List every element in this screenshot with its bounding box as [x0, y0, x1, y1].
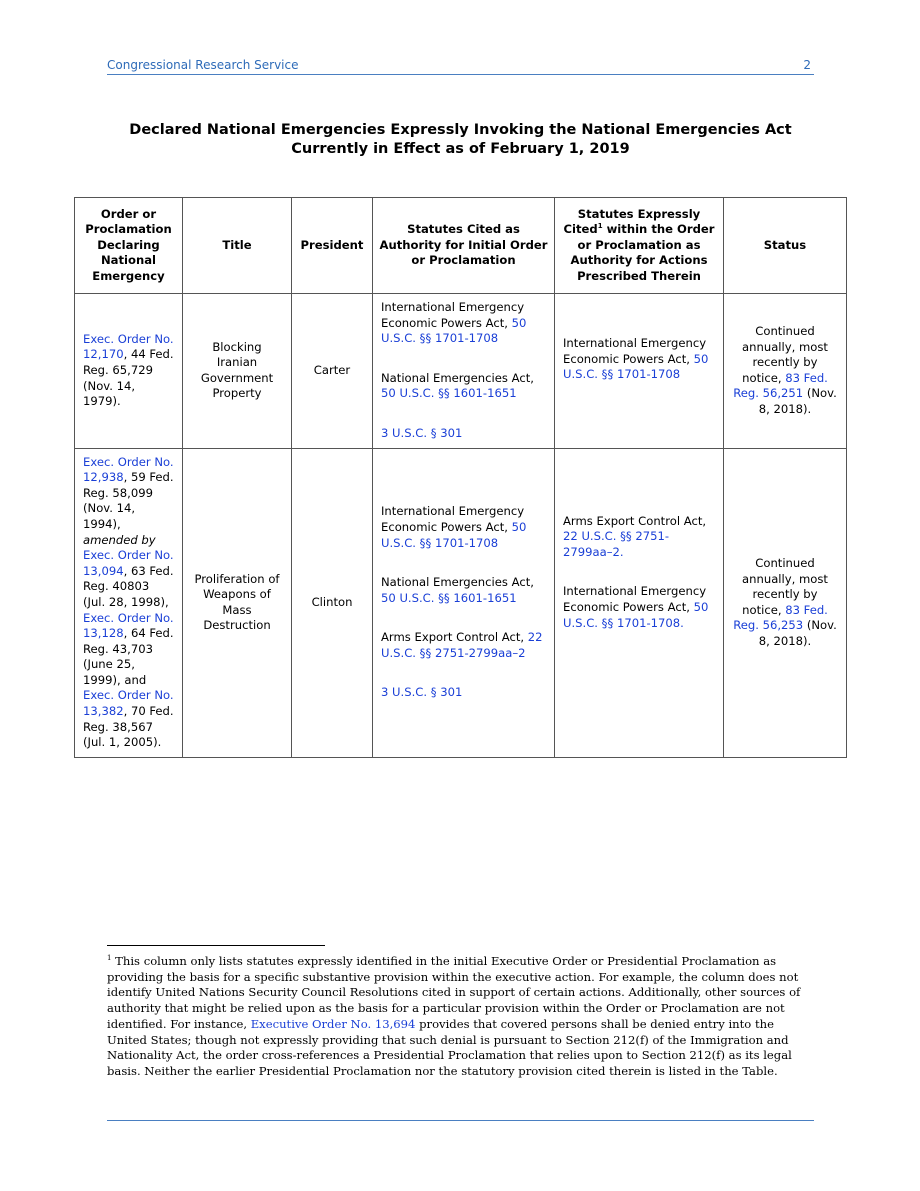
- footer-divider: [107, 1120, 814, 1121]
- footnote: $^1$ This column only lists statutes expressly identified in the initial Executive Order or Presidential Proclamation as providing the basis for a specific substantive provision within the executive action. For example, the column does not identify United Nations Security Council Resolutions cited in support of certain actions. Additionally, other sources of authority that might be relied upon as the basis for a particular provision within the Order or Proclamation are not identified. For instance, Executive Order No. 13,694 provides that covered persons shall be denied entry into the United States; though not expressly providing that such denial is pursuant to Section 212(f) of the Immigration and Nationality Act, the order cross-references a Presidential Proclamation that relies upon to Section 212(f) as its legal basis. Neither the earlier Presidential Proclamation nor the statutory provision cited therein is listed in the Table.: [107, 954, 801, 1078]
- statute-entry: International Emergency Economic Powers Act, 50 U.S.C. §§ 1701-1708: [381, 504, 527, 550]
- statute-entry: National Emergencies Act, 50 U.S.C. §§ 1601-1651: [381, 575, 534, 605]
- statute-link[interactable]: 50 U.S.C. §§ 1601-1651: [381, 590, 517, 605]
- order-link[interactable]: Exec. Order No. 12,938: [83, 454, 174, 485]
- cell-statutes-cited: [373, 448, 555, 757]
- cell-order: Exec. Order No. 12,938, 59 Fed. Reg. 58,099 (Nov. 14, 1994), amended by Exec. Order No. 13,094, 63 Fed. Reg. 40803 (Jul. 28, 1998), Exec. Order No. 13,128, 64 Fed. Reg. 43,703 (June 25, 1999), and Exec. Order No. 13,382, 70 Fed. Reg. 38,567 (Jul. 1, 2005).: [75, 448, 183, 757]
- cell-statutes-cited: [373, 294, 555, 449]
- cell-president: Clinton: [292, 448, 373, 757]
- statute-entry: International Emergency Economic Powers Act, 50 U.S.C. §§ 1701-1708: [381, 300, 527, 346]
- order-link[interactable]: Exec. Order No. 13,128: [83, 610, 174, 641]
- header-president: President: [292, 198, 373, 294]
- header-order: Order or Proclamation Declaring National Emergency: [75, 198, 183, 294]
- status-link[interactable]: 83 Fed. Reg. 56,251: [733, 370, 828, 401]
- statute-link[interactable]: 3 U.S.C. § 301: [381, 685, 463, 700]
- header-statutes-expressly: Statutes Expressly Cited$^1$ within the Order or Proclamation as Authority for Actions Prescribed Therein: [555, 198, 724, 294]
- table-title: [107, 121, 814, 159]
- order-link[interactable]: Exec. Order No. 13,382: [83, 688, 174, 719]
- header-source: Congressional Research Service: [107, 58, 299, 72]
- cell-order: Exec. Order No. 12,170, 44 Fed. Reg. 65,729 (Nov. 14, 1979).: [75, 294, 183, 449]
- statute-entry: [381, 426, 546, 442]
- statute-entry: National Emergencies Act, 50 U.S.C. §§ 1601-1651: [381, 370, 534, 401]
- table-row: [75, 448, 847, 757]
- cell-title: Blocking Iranian Government Property: [183, 294, 292, 449]
- statute-link[interactable]: 3 U.S.C. § 301: [381, 425, 463, 440]
- statute-link[interactable]: 50 U.S.C. §§ 1701-1708: [563, 351, 709, 382]
- statute-entry: International Emergency Economic Powers Act, 50 U.S.C. §§ 1701-1708.: [563, 584, 709, 630]
- cell-statutes-expressly: [555, 448, 724, 757]
- statute-entry: International Emergency Economic Powers Act, 50 U.S.C. §§ 1701-1708: [563, 336, 709, 382]
- cell-president: Carter: [292, 294, 373, 449]
- title-line-1: Declared National Emergencies Expressly Invoking the National Emergencies Act: [129, 122, 792, 138]
- statute-entry: Arms Export Control Act, 22 U.S.C. §§ 2751-2799aa–2: [381, 630, 543, 660]
- footnote-ref[interactable]: 1: [597, 222, 603, 231]
- footnote-number: 1: [107, 954, 112, 963]
- order-link[interactable]: Exec. Order No. 13,094: [83, 548, 174, 578]
- statute-entry: Arms Export Control Act, 22 U.S.C. §§ 2751-2799aa–2.: [563, 513, 707, 559]
- statute-link[interactable]: 50 U.S.C. §§ 1601-1651: [381, 386, 517, 401]
- page-number: 2: [803, 58, 811, 72]
- order-link[interactable]: Exec. Order No. 12,170: [83, 331, 174, 362]
- status-link[interactable]: 83 Fed. Reg. 56,253: [733, 602, 828, 633]
- statute-link[interactable]: 50 U.S.C. §§ 1701-1708: [381, 315, 527, 346]
- statute-link[interactable]: 22 U.S.C. §§ 2751-2799aa–2: [563, 529, 670, 559]
- footnote-divider: [107, 945, 325, 946]
- header-title: Title: [183, 198, 292, 294]
- cell-statutes-expressly: [555, 294, 724, 449]
- cell-status: Continued annually, most recently by notice, 83 Fed. Reg. 56,251 (Nov. 8, 2018).: [724, 294, 847, 449]
- statute-link[interactable]: 22 U.S.C. §§ 2751-2799aa–2: [381, 630, 543, 660]
- title-line-2: Currently in Effect as of February 1, 2019: [291, 141, 630, 157]
- statute-link[interactable]: 50 U.S.C. §§ 1701-1708: [381, 519, 527, 550]
- page-header: [107, 58, 814, 75]
- cell-title: Proliferation of Weapons of Mass Destruction: [183, 448, 292, 757]
- header-statutes-cited: Statutes Cited as Authority for Initial Order or Proclamation: [373, 198, 555, 294]
- emergencies-table: [74, 197, 847, 758]
- table-row: [75, 294, 847, 449]
- statute-entry: [381, 685, 546, 701]
- cell-status: Continued annually, most recently by notice, 83 Fed. Reg. 56,253 (Nov. 8, 2018).: [724, 448, 847, 757]
- table-header-row: [75, 198, 847, 294]
- footnote-link[interactable]: Executive Order No. 13,694: [250, 1016, 416, 1031]
- header-status: Status: [724, 198, 847, 294]
- statute-link[interactable]: 50 U.S.C. §§ 1701-1708: [563, 599, 709, 630]
